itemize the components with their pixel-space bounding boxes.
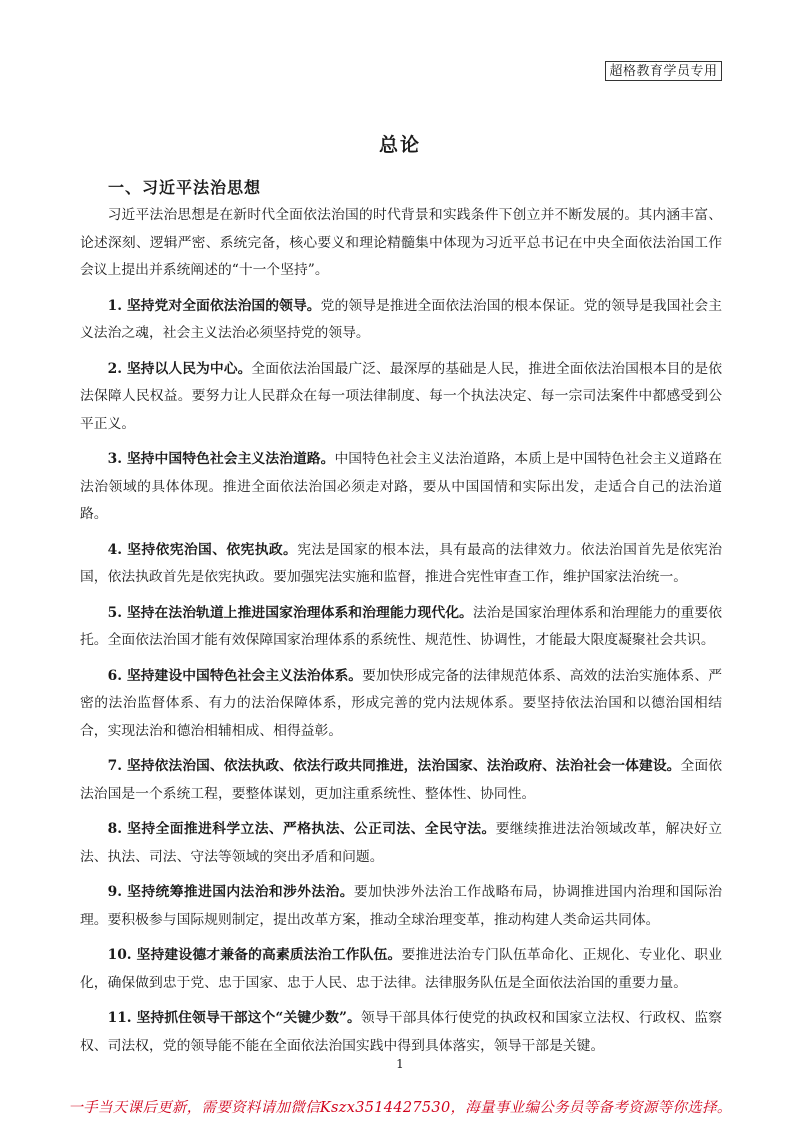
point-text: 中国特色社会主义法治道路，本质上是中国特色社会主义道路在法治领域的具体体现。推进全面依法治国必须走对路，要从中国国情和实际出发，走适合自己的法治道路。 [80, 451, 722, 522]
point-paragraph [80, 446, 722, 529]
point-lead: 1. 坚持党对全面依法治国的领导。 [107, 297, 321, 314]
point-paragraph [80, 753, 722, 808]
point-text: 宪法是国家的根本法，具有最高的法律效力。依法治国首先是依宪治国，依法执政首先是依宪执政。要加强宪法实施和监督，推进合宪性审查工作，维护国家法治统一。 [80, 541, 722, 585]
point-paragraph [80, 600, 722, 655]
point-text: 领导干部具体行使党的执政权和国家立法权、行政权、监察权、司法权，党的领导能不能在全面依法治国实践中得到具体落实，领导干部是关键。 [80, 1010, 722, 1054]
point-text: 党的领导是推进全面依法治国的根本保证。党的领导是我国社会主义法治之魂，社会主义法治必须坚持党的领导。 [80, 297, 722, 341]
point-paragraph [80, 356, 722, 439]
document-body [80, 202, 722, 1068]
point-text: 法治是国家治理体系和治理能力的重要依托。全面依法治国才能有效保障国家治理体系的系统性、规范性、协调性，才能最大限度凝聚社会共识。 [80, 604, 722, 648]
point-paragraph [80, 1005, 722, 1060]
point-paragraph [80, 879, 722, 934]
page-number: 1 [396, 1057, 404, 1071]
point-lead: 6. 坚持建设中国特色社会主义法治体系。 [107, 667, 363, 684]
point-text: 要加快涉外法治工作战略布局，协调推进国内治理和国际治理。要积极参与国际规则制定，提出改革方案，推动全球治理变革，推动构建人类命运共同体。 [80, 884, 722, 928]
point-lead: 2. 坚持以人民为中心。 [107, 360, 252, 377]
point-text: 要继续推进法治领域改革，解决好立法、执法、司法、守法等领域的突出矛盾和问题。 [80, 821, 722, 865]
point-lead: 7. 坚持依法治国、依法执政、依法行政共同推进，法治国家、法治政府、法治社会一体建设。 [107, 758, 681, 774]
point-text: 要推进法治专门队伍革命化、正规化、专业化、职业化，确保做到忠于党、忠于国家、忠于人民、忠于法律。法律服务队伍是全面依法治国的重要力量。 [80, 947, 723, 991]
section-heading: 一、习近平法治思想 [108, 178, 262, 197]
header-tag: 超格教育学员专用 [605, 61, 722, 81]
point-lead: 5. 坚持在法治轨道上推进国家治理体系和治理能力现代化。 [107, 604, 473, 621]
point-lead: 9. 坚持统筹推进国内法治和涉外法治。 [107, 884, 354, 900]
point-paragraph [80, 293, 722, 348]
point-paragraph [80, 942, 722, 997]
point-text: 要加快形成完备的法律规范体系、高效的法治实施体系、严密的法治监督体系、有力的法治保障体系，形成完善的党内法规体系。要坚持依法治国和以德治国相结合，实现法治和德治相辅相成、相得益彰。 [80, 667, 722, 739]
point-text: 全面依法治国最广泛、最深厚的基础是人民，推进全面依法治国根本目的是依法保障人民权益。要努力让人民群众在每一项法律制度、每一个执法决定、每一宗司法案件中都感受到公平正义。 [80, 360, 722, 432]
point-lead: 8. 坚持全面推进科学立法、严格执法、公正司法、全民守法。 [107, 821, 496, 837]
point-lead: 3. 坚持中国特色社会主义法治道路。 [107, 451, 335, 467]
point-lead: 10. 坚持建设德才兼备的高素质法治工作队伍。 [107, 947, 402, 963]
point-paragraph [80, 663, 722, 746]
point-lead: 4. 坚持依宪治国、依宪执政。 [107, 541, 298, 558]
intro-paragraph: 习近平法治思想是在新时代全面依法治国的时代背景和实践条件下创立并不断发展的。其内涵丰富、论述深刻、逻辑严密、系统完备，核心要义和理论精髓集中体现为习近平总书记在中央全面依法治国工作会议上提出并系统阐述的“十一个坚持”。 [80, 207, 722, 278]
point-paragraph [80, 816, 722, 871]
point-paragraph [80, 537, 722, 592]
point-text: 全面依法治国是一个系统工程，要整体谋划，更加注重系统性、整体性、协同性。 [80, 758, 722, 802]
page-title: 总论 [378, 134, 421, 156]
footer-notice: 一手当天课后更新，需要资料请加微信Kszx3514427530，海量事业编公务员等备考资源等你选择。 [68, 1100, 732, 1116]
point-lead: 11. 坚持抓住领导干部这个“关键少数”。 [107, 1010, 361, 1026]
